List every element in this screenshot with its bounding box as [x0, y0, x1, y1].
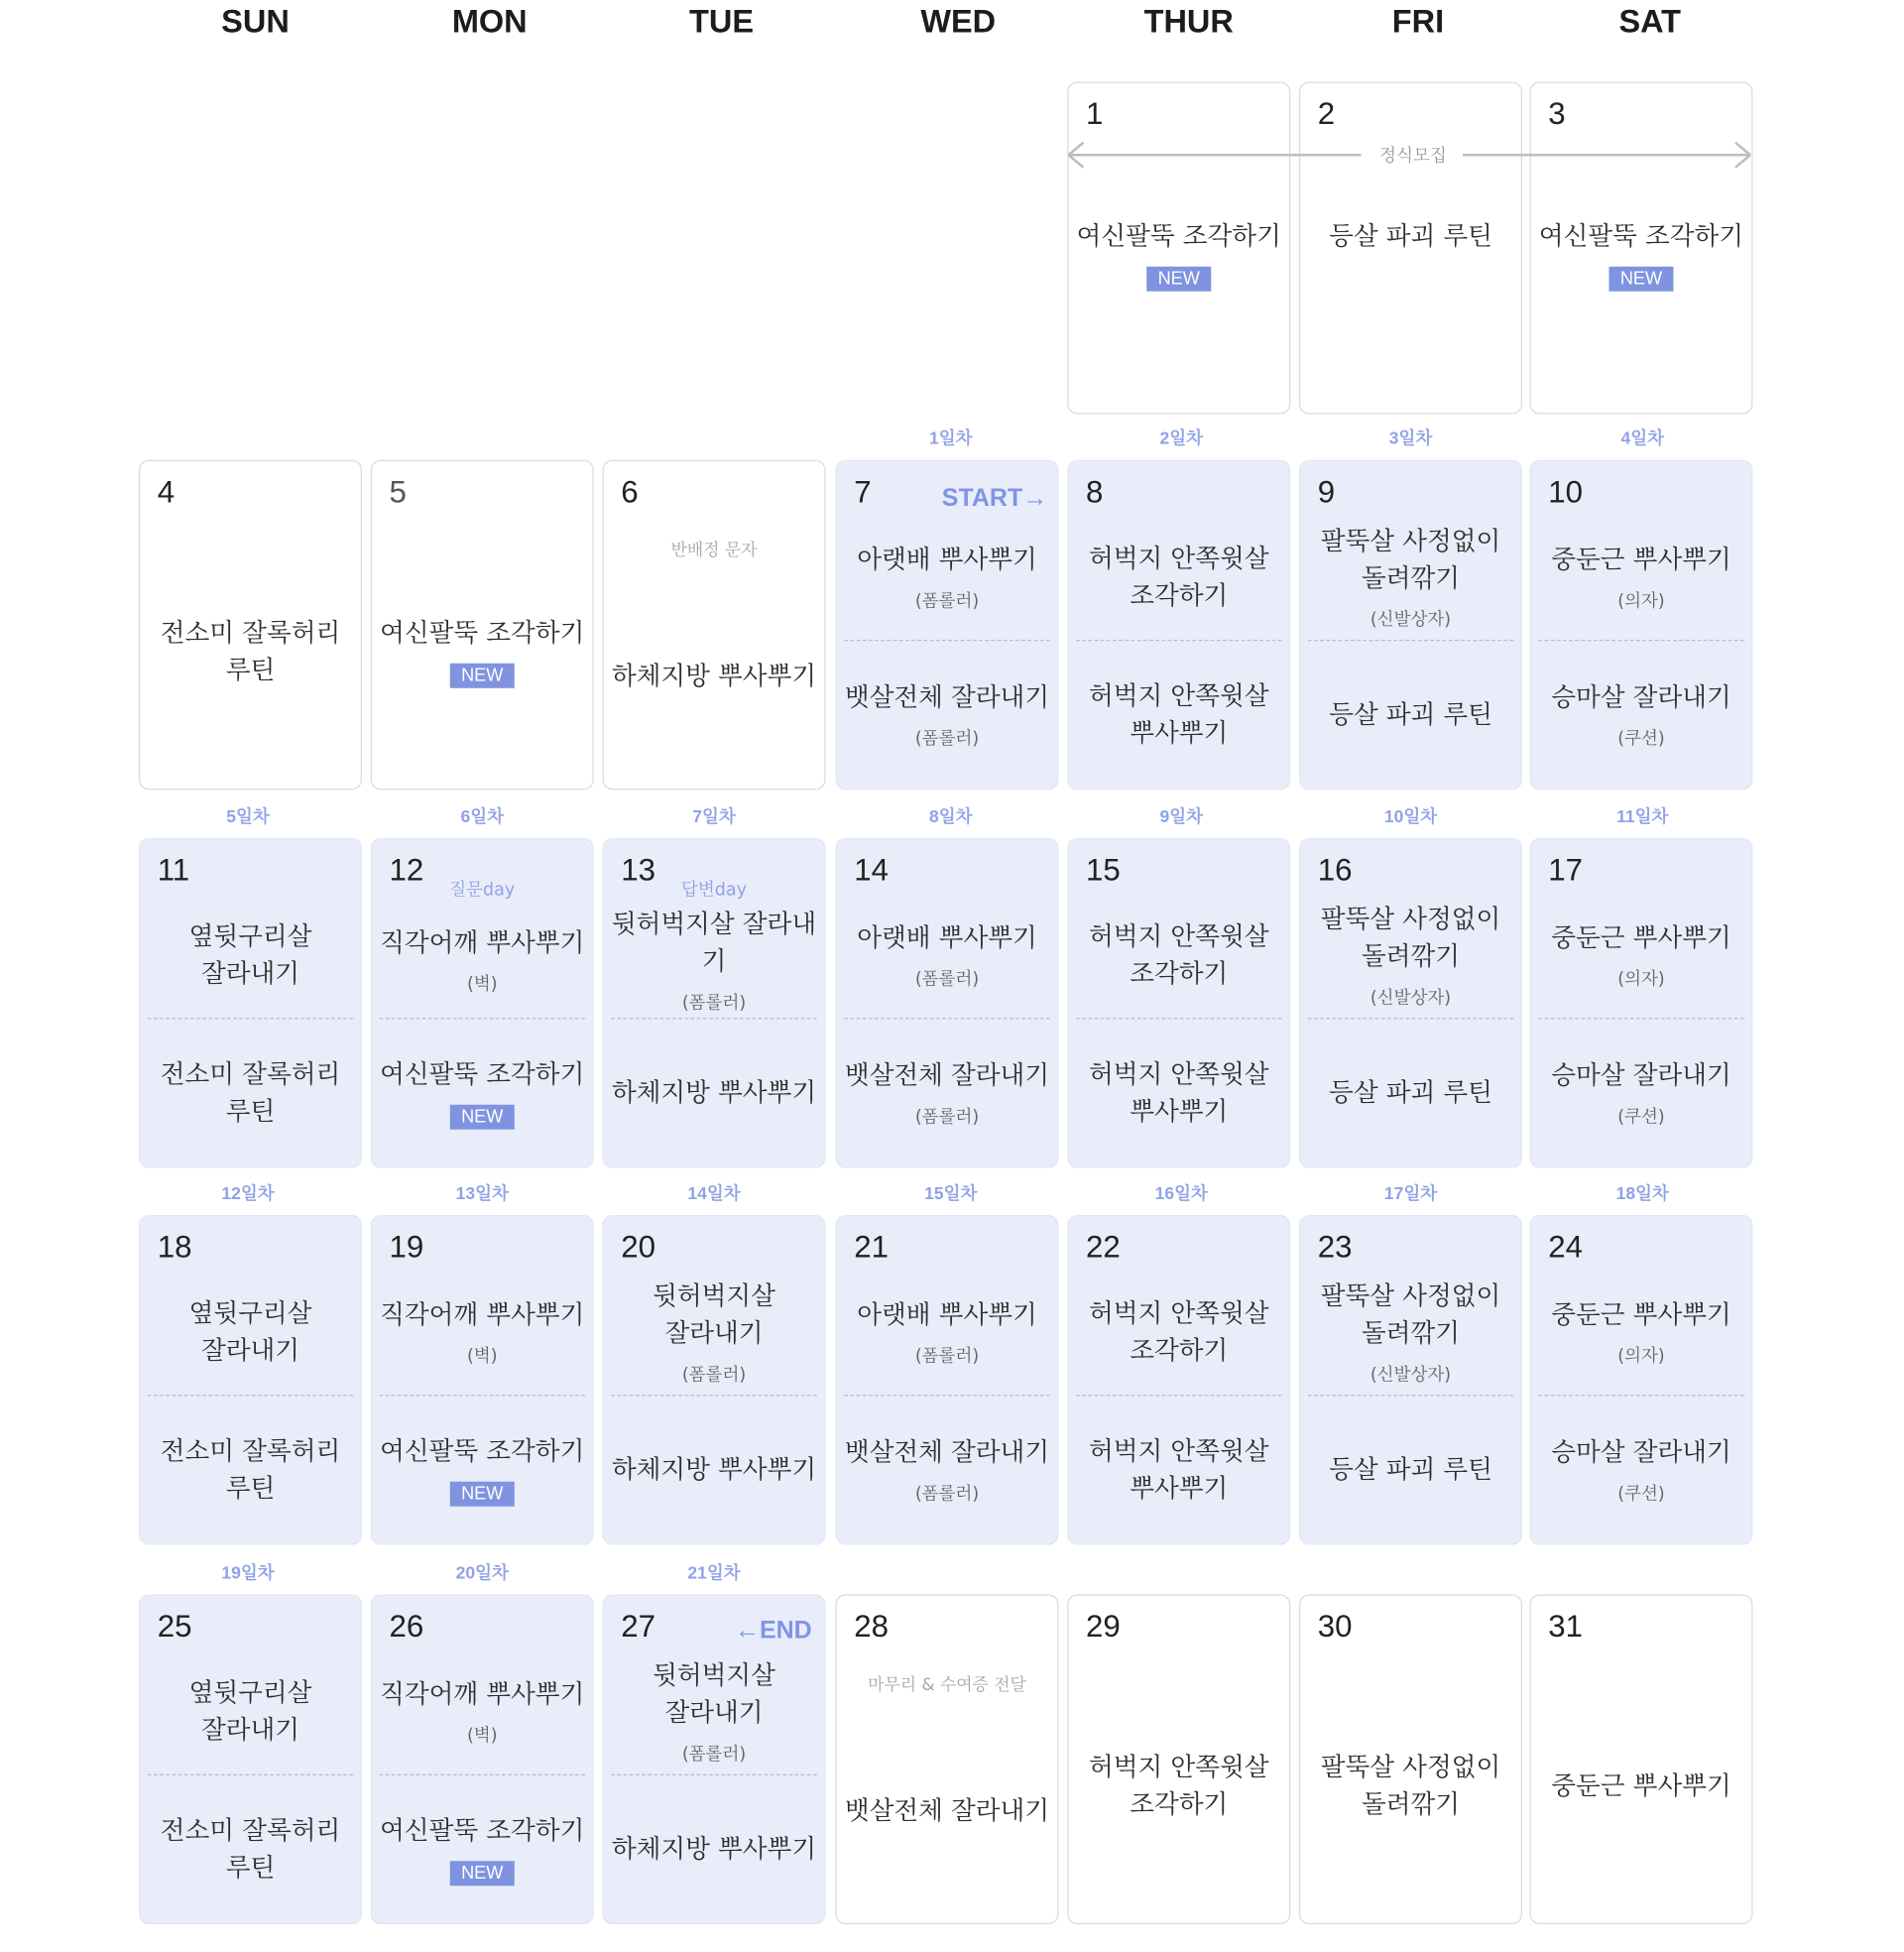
day-cell-7[interactable] — [836, 460, 1059, 791]
bottom-workout-block — [1531, 1021, 1752, 1164]
workout-title: 뒷허벅지살 잘라내기 — [653, 1659, 775, 1728]
date-number: 4 — [157, 474, 176, 510]
bottom-workout-block — [1300, 1398, 1521, 1541]
weekday-header-1: MON — [451, 2, 528, 40]
workout-title: 중둔근 뿌사뿌기 — [1551, 544, 1731, 574]
program-day-label: 2일차 — [1159, 427, 1204, 448]
date-number: 5 — [389, 474, 407, 510]
workout-title: 여신팔뚝 조각하기 — [380, 1435, 585, 1466]
equipment-label: (폼롤러) — [681, 1365, 747, 1386]
workout-title: 전소미 잘록허리 루틴 — [160, 1435, 341, 1503]
date-number: 22 — [1086, 1230, 1121, 1265]
equipment-label: (신발상자) — [1369, 610, 1452, 630]
day-cell-21[interactable] — [836, 1215, 1059, 1545]
new-badge: NEW — [450, 1482, 515, 1507]
workout-title: 등살 파괴 루틴 — [1329, 220, 1492, 251]
program-day-label: 20일차 — [455, 1562, 509, 1582]
cell-note: 반배정 문자 — [670, 541, 758, 560]
bottom-workout-block — [140, 1776, 361, 1920]
dashed-divider — [1308, 640, 1514, 641]
dashed-divider — [380, 1018, 586, 1019]
day-cell-3[interactable] — [1530, 82, 1753, 415]
program-day-label: 5일차 — [226, 805, 270, 826]
workout-title: 직각어깨 뿌사뿌기 — [380, 927, 585, 957]
workout-block — [1531, 1647, 1752, 1923]
workout-title: 허벅지 안쪽윗살 조각하기 — [1089, 1752, 1269, 1819]
workout-title: 승마살 잘라내기 — [1551, 681, 1731, 712]
new-badge: NEW — [450, 1861, 515, 1886]
equipment-label: (벽) — [466, 1726, 498, 1746]
date-number: 24 — [1548, 1230, 1584, 1265]
workout-title: 전소미 잘록허리 루틴 — [160, 1815, 341, 1883]
workout-title: 등살 파괴 루틴 — [1329, 1454, 1492, 1485]
arrowhead-left — [1069, 155, 1084, 168]
date-number: 14 — [854, 853, 890, 888]
top-workout-block — [140, 1269, 361, 1396]
workout-title: 옆뒷구리살 잘라내기 — [188, 1297, 312, 1366]
dashed-divider — [148, 1395, 354, 1396]
day-cell-18[interactable] — [139, 1215, 362, 1545]
workout-block — [372, 514, 593, 790]
dashed-divider — [1538, 640, 1744, 641]
workout-title: 중둔근 뿌사뿌기 — [1551, 922, 1731, 952]
workout-title: 아랫배 뿌사뿌기 — [857, 544, 1037, 574]
equipment-label: (의자) — [1617, 591, 1665, 612]
bottom-workout-block — [1069, 643, 1290, 787]
date-number: 13 — [621, 853, 656, 888]
day-cell-12[interactable] — [371, 838, 594, 1168]
start-marker — [942, 485, 1047, 514]
dashed-divider — [611, 1395, 817, 1396]
dashed-divider — [380, 1395, 586, 1396]
workout-title: 허벅지 안쪽윗살 뿌사뿌기 — [1089, 1058, 1269, 1126]
workout-title: 승마살 잘라내기 — [1551, 1059, 1731, 1090]
program-day-label: 14일차 — [687, 1182, 741, 1203]
program-day-label: 13일차 — [455, 1182, 509, 1203]
top-workout-block — [837, 892, 1058, 1019]
top-workout-block — [1069, 514, 1290, 641]
new-badge: NEW — [450, 664, 515, 688]
workout-block — [1531, 135, 1752, 416]
workout-title: 여신팔뚝 조각하기 — [1076, 220, 1281, 251]
bottom-workout-block — [837, 643, 1058, 787]
day-cell-26[interactable] — [371, 1595, 594, 1925]
workout-title: 전소미 잘록허리 루틴 — [160, 617, 341, 684]
date-number: 8 — [1086, 474, 1104, 510]
dashed-divider — [611, 1774, 817, 1775]
workout-title: 하체지방 뿌사뿌기 — [611, 1833, 817, 1864]
top-workout-block — [372, 1647, 593, 1774]
date-number: 3 — [1548, 96, 1566, 132]
equipment-label: (쿠션) — [1617, 729, 1665, 749]
workout-title: 중둔근 뿌사뿌기 — [1551, 1770, 1731, 1800]
date-number: 17 — [1548, 853, 1584, 888]
day-cell-15[interactable] — [1067, 838, 1290, 1168]
arrowhead-right — [1735, 143, 1750, 156]
new-badge: NEW — [450, 1105, 515, 1130]
top-workout-block — [1300, 1269, 1521, 1396]
bottom-workout-block — [1300, 1021, 1521, 1164]
cell-note: 질문day — [449, 880, 516, 901]
workout-title: 승마살 잘라내기 — [1551, 1436, 1731, 1467]
workout-title: 여신팔뚝 조각하기 — [380, 1815, 585, 1845]
end-marker — [735, 1617, 812, 1646]
day-cell-16[interactable] — [1299, 838, 1522, 1168]
date-number: 25 — [157, 1609, 192, 1645]
workout-title: 팔뚝살 사정없이 돌려깎기 — [1320, 1752, 1501, 1819]
top-workout-block — [837, 514, 1058, 641]
day-cell-20[interactable] — [603, 1215, 826, 1545]
workout-title: 허벅지 안쪽윗살 뿌사뿌기 — [1089, 680, 1269, 748]
date-number: 6 — [621, 474, 639, 510]
equipment-label: (벽) — [466, 974, 498, 995]
equipment-label: (쿠션) — [1617, 1484, 1665, 1505]
dashed-divider — [380, 1774, 586, 1775]
equipment-label: (의자) — [1617, 1346, 1665, 1367]
date-number: 29 — [1086, 1609, 1121, 1645]
workout-title: 팔뚝살 사정없이 돌려깎기 — [1320, 904, 1501, 971]
workout-title: 중둔근 뿌사뿌기 — [1551, 1299, 1731, 1329]
date-number: 18 — [157, 1230, 192, 1265]
bottom-workout-block — [837, 1021, 1058, 1164]
equipment-label: (폼롤러) — [914, 591, 980, 612]
weekday-header-3: WED — [920, 2, 997, 40]
workout-block — [1069, 1647, 1290, 1923]
equipment-label: (신발상자) — [1369, 988, 1452, 1009]
bottom-workout-block — [604, 1021, 825, 1164]
date-number: 1 — [1086, 96, 1104, 132]
weekday-header-5: FRI — [1391, 2, 1445, 40]
top-workout-block — [604, 1647, 825, 1774]
program-day-label: 8일차 — [928, 805, 973, 826]
day-cell-28[interactable] — [836, 1595, 1059, 1925]
bottom-workout-block — [1531, 643, 1752, 787]
equipment-label: (쿠션) — [1617, 1107, 1665, 1128]
program-day-label: 17일차 — [1383, 1182, 1438, 1203]
workout-title: 뱃살전체 잘라내기 — [844, 1436, 1050, 1467]
day-cell-29[interactable] — [1067, 1595, 1290, 1925]
dashed-divider — [1308, 1395, 1514, 1396]
program-day-label: 3일차 — [1388, 427, 1433, 448]
date-number: 7 — [854, 474, 872, 510]
top-workout-block — [1300, 892, 1521, 1019]
equipment-label: (폼롤러) — [914, 1107, 980, 1128]
equipment-label: (폼롤러) — [914, 1346, 980, 1367]
workout-title: 여신팔뚝 조각하기 — [380, 1058, 585, 1089]
equipment-label: (폼롤러) — [681, 1744, 747, 1765]
new-badge: NEW — [1146, 267, 1211, 292]
top-workout-block — [1531, 892, 1752, 1019]
workout-title: 옆뒷구리살 잘라내기 — [188, 1677, 312, 1745]
new-badge: NEW — [1609, 267, 1674, 292]
recruitment-label: 정식모집 — [1379, 146, 1447, 167]
day-cell-23[interactable] — [1299, 1215, 1522, 1545]
workout-title: 등살 파괴 루틴 — [1329, 699, 1492, 729]
weekday-header-6: SAT — [1618, 2, 1682, 40]
bottom-workout-block — [1300, 643, 1521, 787]
program-day-label: 16일차 — [1154, 1182, 1208, 1203]
workout-title: 아랫배 뿌사뿌기 — [857, 1299, 1037, 1329]
bottom-workout-block — [372, 1776, 593, 1920]
day-cell-30[interactable] — [1299, 1595, 1522, 1925]
top-workout-block — [1531, 514, 1752, 641]
arrowhead-right — [1735, 155, 1750, 168]
day-cell-1[interactable] — [1067, 82, 1290, 415]
day-cell-25[interactable] — [139, 1595, 362, 1925]
equipment-label: (벽) — [466, 1346, 498, 1367]
day-cell-22[interactable] — [1067, 1215, 1290, 1545]
workout-title: 허벅지 안쪽윗살 조각하기 — [1089, 543, 1269, 610]
workout-block — [837, 1672, 1058, 1948]
workout-title: 아랫배 뿌사뿌기 — [857, 922, 1037, 952]
workout-title: 뱃살전체 잘라내기 — [844, 1795, 1050, 1825]
workout-title: 하체지방 뿌사뿌기 — [611, 1454, 817, 1485]
dashed-divider — [844, 1395, 1050, 1396]
day-cell-14[interactable] — [836, 838, 1059, 1168]
dashed-divider — [844, 640, 1050, 641]
date-number: 11 — [157, 853, 190, 888]
date-number: 12 — [389, 853, 424, 888]
day-cell-10[interactable] — [1530, 460, 1753, 791]
workout-title: 허벅지 안쪽윗살 뿌사뿌기 — [1089, 1435, 1269, 1503]
dashed-divider — [844, 1018, 1050, 1019]
day-cell-5[interactable] — [371, 460, 594, 791]
dashed-divider — [1076, 1395, 1282, 1396]
workout-title: 직각어깨 뿌사뿌기 — [380, 1678, 585, 1709]
top-workout-block — [604, 897, 825, 1024]
date-number: 9 — [1317, 474, 1336, 510]
top-workout-block — [1069, 892, 1290, 1019]
top-workout-block — [372, 897, 593, 1024]
dashed-divider — [1076, 1018, 1282, 1019]
program-day-label: 19일차 — [221, 1562, 275, 1582]
workout-title: 하체지방 뿌사뿌기 — [611, 661, 817, 691]
bottom-workout-block — [372, 1021, 593, 1164]
workout-title: 허벅지 안쪽윗살 조각하기 — [1089, 1297, 1269, 1366]
program-day-label: 21일차 — [687, 1562, 741, 1582]
program-day-label: 11일차 — [1616, 805, 1669, 826]
program-day-label: 12일차 — [221, 1182, 275, 1203]
date-number: 15 — [1086, 853, 1121, 888]
workout-block — [1300, 135, 1521, 416]
date-number: 30 — [1317, 1609, 1353, 1645]
day-cell-27[interactable] — [603, 1595, 826, 1925]
cell-note: 답변day — [680, 880, 748, 901]
weekday-header-0: SUN — [221, 2, 290, 40]
day-cell-24[interactable] — [1530, 1215, 1753, 1545]
equipment-label: (신발상자) — [1369, 1365, 1452, 1386]
workout-title: 뒷허벅지살 잘라내기 — [611, 909, 817, 976]
day-cell-19[interactable] — [371, 1215, 594, 1545]
arrowhead-left — [1069, 143, 1084, 156]
dashed-divider — [148, 1774, 354, 1775]
bottom-workout-block — [1531, 1398, 1752, 1541]
program-day-label: 18일차 — [1615, 1182, 1669, 1203]
date-number: 31 — [1548, 1609, 1584, 1645]
equipment-label: (폼롤러) — [914, 729, 980, 749]
workout-title: 팔뚝살 사정없이 돌려깎기 — [1320, 526, 1501, 593]
dashed-divider — [1076, 640, 1282, 641]
day-cell-13[interactable] — [603, 838, 826, 1168]
dashed-divider — [1308, 1018, 1514, 1019]
bottom-workout-block — [837, 1398, 1058, 1541]
date-number: 23 — [1317, 1230, 1353, 1265]
bottom-workout-block — [372, 1398, 593, 1541]
date-number: 27 — [621, 1609, 656, 1645]
date-number: 19 — [389, 1230, 424, 1265]
program-day-label: 6일차 — [460, 805, 505, 826]
dashed-divider — [148, 1018, 354, 1019]
equipment-label: (폼롤러) — [914, 969, 980, 990]
day-cell-11[interactable] — [139, 838, 362, 1168]
day-cell-9[interactable] — [1299, 460, 1522, 791]
weekday-header-2: TUE — [689, 2, 754, 40]
workout-title: 옆뒷구리살 잘라내기 — [188, 920, 312, 989]
equipment-label: (의자) — [1617, 969, 1665, 990]
top-workout-block — [1069, 1269, 1290, 1396]
bottom-workout-block — [604, 1398, 825, 1541]
date-number: 10 — [1548, 474, 1584, 510]
bottom-workout-block — [604, 1776, 825, 1920]
weekday-header-4: THUR — [1143, 2, 1234, 40]
day-cell-2[interactable] — [1299, 82, 1522, 415]
workout-title: 하체지방 뿌사뿌기 — [611, 1077, 817, 1108]
top-workout-block — [837, 1269, 1058, 1396]
program-day-label: 9일차 — [1159, 805, 1204, 826]
workout-block — [140, 514, 361, 790]
date-number: 26 — [389, 1609, 424, 1645]
workout-block — [1069, 135, 1290, 416]
workout-title: 여신팔뚝 조각하기 — [380, 617, 585, 648]
equipment-label: (폼롤러) — [681, 993, 747, 1014]
bottom-workout-block — [1069, 1021, 1290, 1164]
program-day-label: 7일차 — [692, 805, 736, 826]
bottom-workout-block — [1069, 1398, 1290, 1541]
day-cell-6[interactable] — [603, 460, 826, 791]
program-day-label: 1일차 — [928, 427, 973, 448]
cell-note: 마무리 & 수여증 전달 — [868, 1674, 1026, 1695]
start-label: START — [941, 484, 1023, 513]
top-workout-block — [140, 1647, 361, 1774]
date-number: 2 — [1317, 96, 1336, 132]
workout-title: 팔뚝살 사정없이 돌려깎기 — [1320, 1281, 1501, 1348]
workout-block — [1300, 1647, 1521, 1923]
day-cell-31[interactable] — [1530, 1595, 1753, 1925]
workout-title: 등살 파괴 루틴 — [1329, 1077, 1492, 1108]
top-workout-block — [1300, 514, 1521, 641]
day-cell-4[interactable] — [139, 460, 362, 791]
top-workout-block — [140, 892, 361, 1019]
workout-title: 뱃살전체 잘라내기 — [844, 681, 1050, 712]
date-number: 28 — [854, 1609, 890, 1645]
dashed-divider — [1538, 1018, 1744, 1019]
equipment-label: (폼롤러) — [914, 1484, 980, 1505]
top-workout-block — [604, 1269, 825, 1396]
workout-title: 전소미 잘록허리 루틴 — [160, 1058, 341, 1126]
dashed-divider — [1538, 1395, 1744, 1396]
day-cell-17[interactable] — [1530, 838, 1753, 1168]
top-workout-block — [372, 1269, 593, 1396]
program-day-label: 10일차 — [1383, 805, 1438, 826]
date-number: 20 — [621, 1230, 656, 1265]
program-day-label: 15일차 — [924, 1182, 978, 1203]
top-workout-block — [1531, 1269, 1752, 1396]
workout-title: 직각어깨 뿌사뿌기 — [380, 1299, 585, 1329]
date-number: 16 — [1317, 853, 1353, 888]
arrow-right-icon: → — [1022, 484, 1048, 513]
day-cell-8[interactable] — [1067, 460, 1290, 791]
workout-title: 뒷허벅지살 잘라내기 — [653, 1281, 775, 1348]
program-day-label: 4일차 — [1620, 427, 1665, 448]
dashed-divider — [611, 1018, 817, 1019]
workout-block — [604, 539, 825, 814]
end-label: END — [759, 1617, 812, 1645]
bottom-workout-block — [140, 1021, 361, 1164]
arrow-left-icon: ← — [734, 1617, 760, 1645]
workout-title: 뱃살전체 잘라내기 — [844, 1059, 1050, 1090]
workout-title: 여신팔뚝 조각하기 — [1538, 220, 1744, 251]
workout-title: 허벅지 안쪽윗살 조각하기 — [1089, 920, 1269, 989]
bottom-workout-block — [140, 1398, 361, 1541]
date-number: 21 — [854, 1230, 890, 1265]
